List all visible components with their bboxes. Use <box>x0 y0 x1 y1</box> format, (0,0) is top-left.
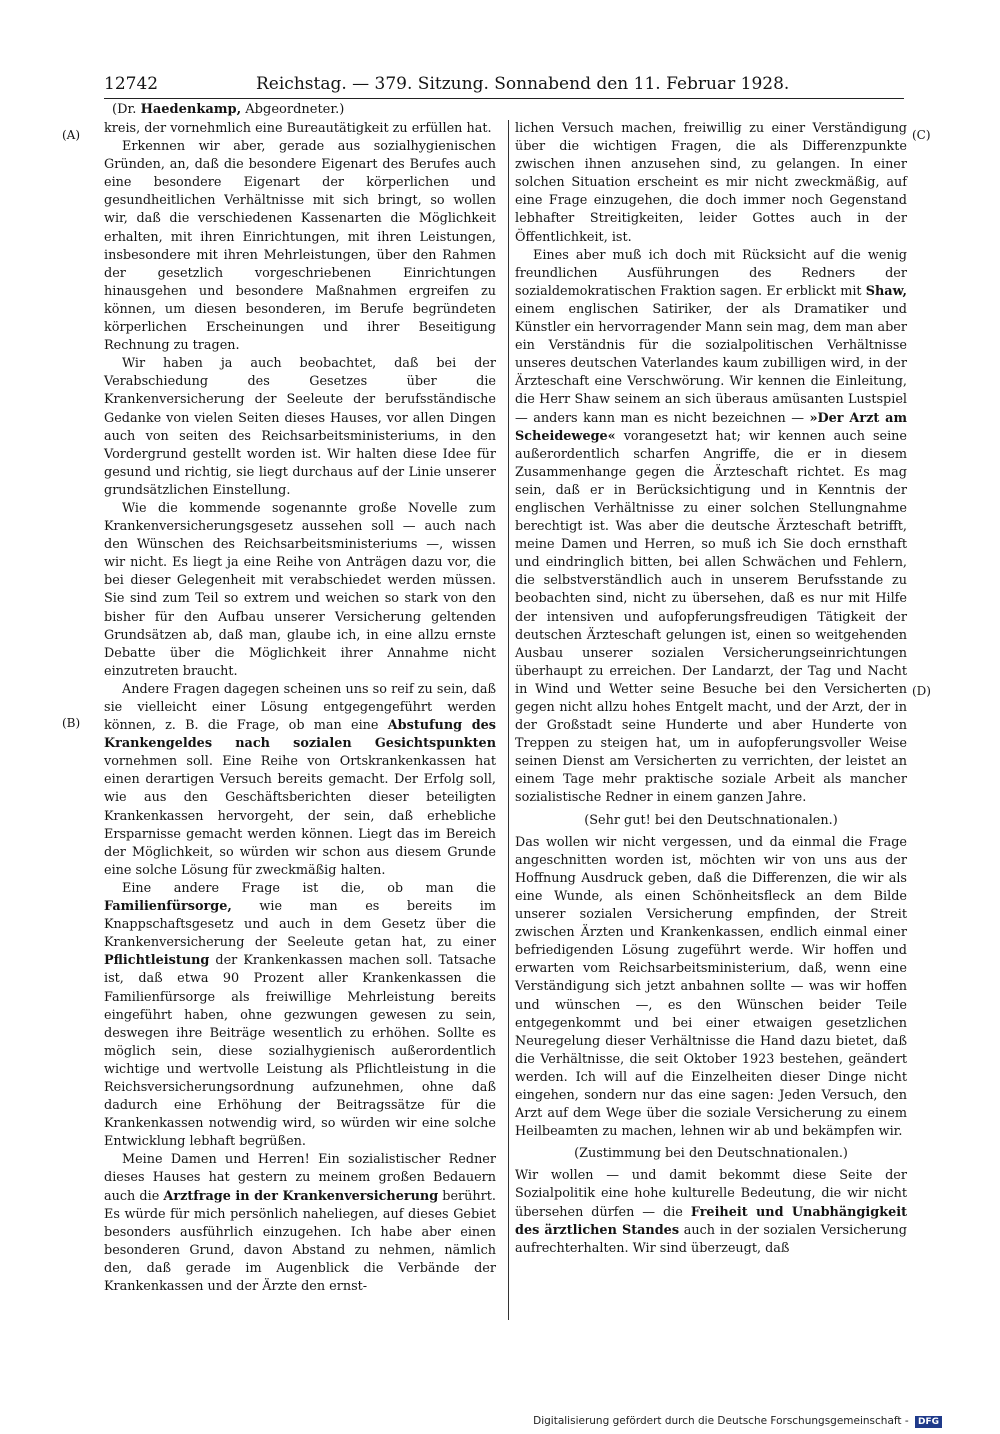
paragraph <box>104 1151 496 1296</box>
column-divider <box>508 120 509 1320</box>
text-run: Wir wollen — und damit bekommt diese Seite der Sozialpolitik eine hohe kulturelle Bedeutung, die wir nicht übersehen dürfen — die <box>515 1168 907 1220</box>
paragraph: Wir haben ja auch beobachtet, daß bei der Verabschiedung des Gesetzes über die Krankenversicherung der Seeleute der berufsständische Gedanke von vielen Seiten dieses Hauses, vor allen Dingen auch von seiten des Reichsarbeitsministeriums, in den Vordergrund gestellt worden ist. Wir halten diese Idee für gesund und richtig, sie liegt durchaus auf der Linie unserer grundsätzlichen Einstellung. <box>104 356 496 498</box>
right-column <box>515 120 907 1258</box>
margin-marker-c: (C) <box>912 128 931 142</box>
emphasis: »Der Arzt am Scheidewege« <box>515 410 907 444</box>
paragraph <box>515 247 907 808</box>
speaker-prefix: (Dr. <box>112 102 137 117</box>
text-run: Meine Damen und Herren! Ein sozialistischer Redner dieses Hauses hat gestern zu meinem großen Bedauern auch die <box>104 1152 496 1204</box>
interjection: (Sehr gut! bei den Deutschnationalen.) <box>584 812 838 828</box>
paragraph: lichen Versuch machen, freiwillig zu einer Verständigung über die wichtigen Fragen, die als Differenzpunkte zwischen ihnen anzusehen sind, zu gelangen. In einer solchen Situation erscheint es mir nicht zweckmäßig, auf eine Frage einzugehen, die doch immer noch Gegenstand lebhafter Streitigkeiten, leider Gottes auch in der Öffentlichkeit, ist. <box>515 121 907 245</box>
speaker-role: Abgeordneter.) <box>245 102 345 117</box>
speaker-name: Haedenkamp, <box>140 102 242 117</box>
footer-note <box>533 1415 942 1428</box>
header-rule <box>104 98 904 99</box>
text-run: Andere Fragen dagegen scheinen uns so reif zu sein, daß sie vielleicht einer Lösung entgegengeführt werden können, z. B. die Frage, ob man eine <box>104 681 496 734</box>
emphasis: Freiheit und Unabhängigkeit des ärztlichen Standes <box>515 1204 907 1238</box>
paragraph: Das wollen wir nicht vergessen, und da einmal die Frage angeschnitten worden ist, möchten wir von uns aus der Hoffnung Ausdruck geben, daß die Differenzen, die wir als eine Wunde, als einen Schönheitsfleck an dem Bilde unserer sozialen Versicherung empfinden, der Streit zwischen Ärzten und Krankenkassen, endlich einmal einer befriedigenden Lösung zugeführt werde. Wir hoffen und erwarten vom Reichsarbeitsministerium, daß, wenn eine Verständigung sich jetzt anbahnen sollte — was wir hoffen und wünschen —, es den Wünschen beider Teile entgegenkommt und bei einer etwaigen gesetzlichen Neuregelung dieser Verhältnisse die Hand dazu bietet, daß die Verhältnisse, die seit Oktober 1923 bestehen, geändert werden. Ich will auf die Einzelheiten dieser Dinge nicht eingehen, sondern nur das eine sagen: Jeden Versuch, den Arzt auf dem Wege über die soziale Versicherung zu einem Heilbeamten zu machen, lehnen wir ab und bekämpfen wir. <box>515 834 907 1140</box>
paragraph: Wie die kommende sogenannte große Novelle zum Krankenversicherungsgesetz aussehen soll — auch nach den Wünschen des Reichsarbeitsministeriums —, wissen wir nicht. Es liegt ja eine Reihe von Anträgen dazu vor, die bei dieser Gelegenheit mit verabschiedet werden müssen. Sie sind zum Teil so extrem und weichen so stark von den bisher für den Aufbau unserer Versicherung geltenden Grundsätzen ab, daß man, glaube ich, in eine allzu ernste Debatte über die Möglichkeit ihrer Annahme nicht einzutreten braucht. <box>104 500 496 679</box>
text-run: auch in der sozialen Versicherung aufrechterhalten. Wir sind überzeugt, daß <box>515 1222 907 1256</box>
speaker-line <box>112 102 344 117</box>
text-run: berührt. Es würde für mich persönlich naheliegen, auf dieses Gebiet besonders ausführlich einzugehen. Ich habe aber einen besonderen Grund, davon Abstand zu nehmen, nämlich den, daß gerade im Augenblick die Verbände der Krankenkassen und der Ärzte den ernst- <box>104 1188 496 1294</box>
emphasis: Shaw, <box>865 283 907 299</box>
paragraph <box>104 880 496 1151</box>
left-column <box>104 120 496 1296</box>
text-run: Eine andere Frage ist die, ob man die <box>122 880 496 896</box>
dfg-logo: DFG <box>915 1416 942 1428</box>
margin-marker-d: (D) <box>912 684 931 698</box>
interjection: (Zustimmung bei den Deutschnationalen.) <box>574 1146 848 1162</box>
margin-marker-a: (A) <box>62 128 81 142</box>
text-run: vorangesetzt hat; wir kennen auch seine außerordentlich scharfen Angriffe, die er in diesem Zusammenhange gegen die Ärzteschaft richtet. Es mag sein, daß er in Berücksichtigung und in Kenntnis der englischen Verhältnisse zu einer solchen Stellungnahme berechtigt ist. Was aber die deutsche Ärzteschaft betrifft, meine Damen und Herren, so muß ich Sie doch ernsthaft und eindringlich bitten, bei allen Schwächen und Fehlern, die selbstverständlich auch in unserem Berufsstande zu beobachten sind, nicht zu übersehen, daß es nur mit Hilfe der intensiven und aufopferungsfreudigen Tätigkeit der deutschen Ärzteschaft gelungen ist, einen so weitgehenden Ausbau unserer sozialen Versicherungseinrichtungen überhaupt zu erreichen. Der Landarzt, der Tag und Nacht in Wind und Wetter seine Besuche bei den Versicherten gegen nicht allzu hohes Entgelt macht, und der Arzt, der in der Großstadt seine Hunderte und aber Hunderte von Treppen zu steigen hat, um in aufopferungsvoller Weise seinen Dienst am Versicherten zu verrichten, der leistet an einem Tage mehr praktische soziale Arbeit als mancher sozialistische Redner in einem ganzen Jahre. <box>515 428 908 806</box>
running-head: Reichstag. — 379. Sitzung. Sonnabend den 11. Februar 1928. <box>256 74 790 94</box>
text-run: Eines aber muß ich doch mit Rücksicht auf die wenig freundlichen Ausführungen des Redners der sozialdemokratischen Fraktion sagen. Er erblickt mit <box>515 247 907 299</box>
paragraph <box>104 681 496 880</box>
page-number: 12742 <box>104 74 159 94</box>
margin-marker-b: (B) <box>62 716 81 730</box>
text-run: wie man es bereits im Knappschaftsgesetz und auch in dem Gesetz über die Krankenversicherung der Seeleute getan hat, zu einer <box>104 899 496 951</box>
text-run: vornehmen soll. Eine Reihe von Ortskrankenkassen hat einen derartigen Versuch bereits gemacht. Der Erfolg soll, wie aus den Geschäftsberichten dieser beteiligten Krankenkassen hervorgeht, der sein, daß erhebliche Ersparnisse gemacht werden können. Liegt das im Bereich der Möglichkeit, so würden wir schon aus diesem Grunde eine solche Lösung für zweckmäßig halten. <box>104 754 496 878</box>
emphasis: Abstufung des Krankengeldes nach sozialen Gesichtspunkten <box>104 718 497 752</box>
paragraph: kreis, der vornehmlich eine Bureautätigkeit zu erfüllen hat. <box>104 121 492 136</box>
emphasis: Familienfürsorge, <box>104 899 232 915</box>
text-run: der Krankenkassen machen soll. Tatsache ist, daß etwa 90 Prozent aller Krankenkassen die Familienfürsorge als freiwillige Mehrleistung bereits eingeführt haben, ohne gezwungen gewesen zu sein, deswegen ihre Beiträge wesentlich zu erhöhen. Sollte es möglich sein, diese sozialhygienisch außerordentlich wichtige und wertvolle Leistung als Pflichtleistung in die Reichsversicherungsordnung aufzunehmen, ohne daß dadurch eine Erhöhung der Beitragssätze für die Krankenkassen notwendig wird, so würden wir eine solche Entwicklung lebhaft begrüßen. <box>104 953 496 1150</box>
paragraph <box>515 1167 907 1257</box>
paragraph: Erkennen wir aber, gerade aus sozialhygienischen Gründen, an, daß die besondere Eigenart des Berufes auch eine besondere Eigenart der körperlichen und gesundheitlichen Verhältnisse mit sich bringt, so wollen wir, daß die verschiedenen Kassenarten die Möglichkeit erhalten, mit ihren Einrichtungen, mit ihren Leistungen, insbesondere mit ihren Mehrleistungen, über den Rahmen der gesetzlich vorgeschriebenen Einrichtungen hinausgehen und besondere Maßnahmen ergreifen zu können, um diesen besonderen, im Berufe begründeten körperlichen Erscheinungen und ihrer Beseitigung Rechnung zu tragen. <box>104 139 496 354</box>
emphasis: Arztfrage in der Krankenversicherung <box>163 1188 439 1204</box>
footer-text: Digitalisierung gefördert durch die Deutsche Forschungsgemeinschaft - <box>533 1415 909 1427</box>
text-run: einem englischen Satiriker, der als Dramatiker und Künstler ein hervorragender Mann sein mag, dem man aber ein Verständnis für die sozialpolitischen Verhältnisse unseres deutschen Vaterlandes kaum zubilligen wird, in der Ärzteschaft eine Verschwörung. Wir kennen die Einleitung, die Herr Shaw seinem an sich überaus amüsanten Lustspiel — anders kann man es nicht bezeichnen — <box>515 301 907 426</box>
emphasis: Pflichtleistung <box>104 953 210 969</box>
